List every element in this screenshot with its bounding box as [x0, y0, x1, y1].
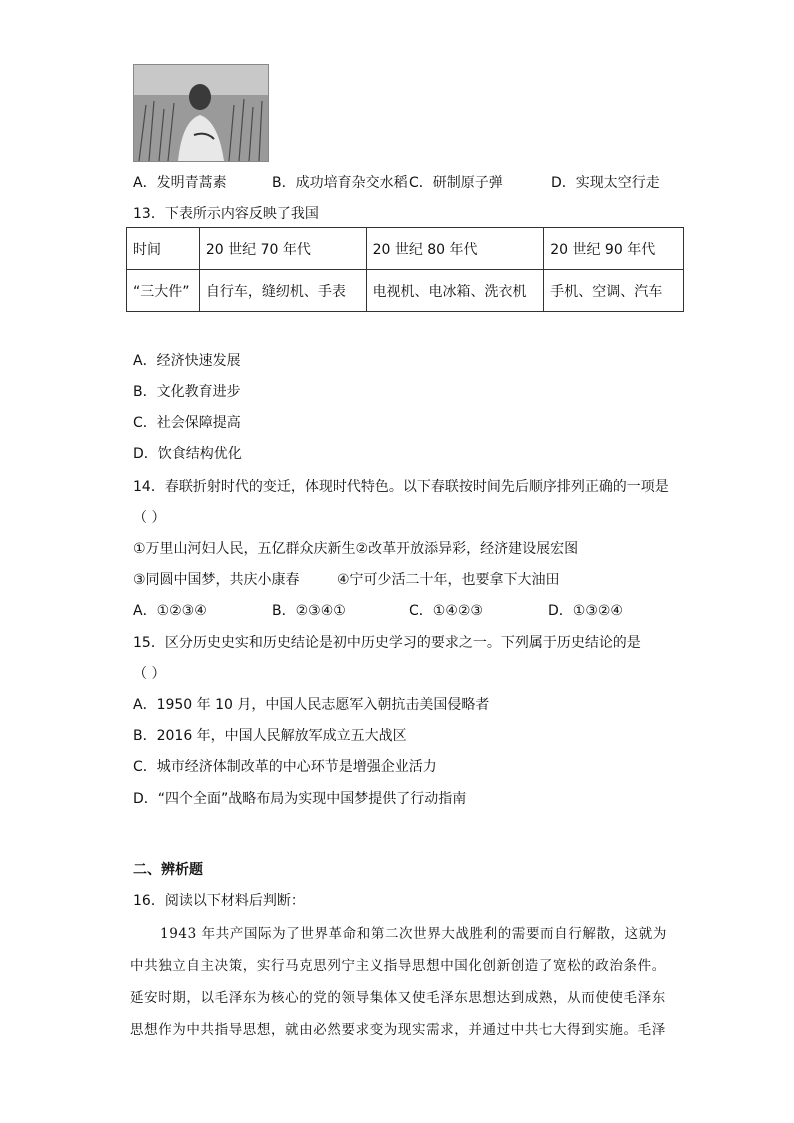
table-row — [127, 228, 684, 270]
table-row — [127, 270, 684, 312]
q14-couplet-line-1: ①万里山河妇人民，五亿群众庆新生②改革开放添异彩，经济建设展宏图 — [133, 541, 579, 557]
q14-couplet-4: ④宁可少活二十年，也要拿下大油田 — [337, 572, 560, 588]
q13-stem: 13．下表所示内容反映了我国 — [133, 206, 319, 222]
q14-answer-paren: （ ） — [133, 510, 166, 526]
q15-option-d: D．“四个全面”战略布局为实现中国梦提供了行动指南 — [133, 791, 467, 807]
q12-option-c: C．研制原子弹 — [409, 175, 503, 191]
q15-option-c: C．城市经济体制改革的中心环节是增强企业活力 — [133, 759, 437, 775]
historical-photo — [133, 64, 269, 162]
photo-illustration — [134, 65, 268, 161]
q13-option-a: A．经济快速发展 — [133, 353, 241, 369]
table-header-cell: 20 世纪 70 年代 — [199, 228, 366, 270]
q15-stem: 15．区分历史史实和历史结论是初中历史学习的要求之一。下列属于历史结论的是 — [133, 635, 641, 651]
q16-passage-line-3: 延安时期，以毛泽东为核心的党的领导集体又使毛泽东思想达到成熟，从而使使毛泽东 — [130, 990, 666, 1006]
table-header-cell: 时间 — [127, 228, 200, 270]
q13-option-c: C．社会保障提高 — [133, 415, 241, 431]
q15-option-b: B．2016 年，中国人民解放军成立五大战区 — [133, 728, 407, 744]
q13-option-b: B．文化教育进步 — [133, 384, 241, 400]
q12-option-a: A．发明青蒿素 — [133, 175, 227, 191]
q14-couplet-3: ③同圆中国梦，共庆小康春 — [133, 572, 300, 588]
q14-option-b: B．②③④① — [272, 603, 346, 619]
table-cell: 自行车，缝纫机、手表 — [199, 270, 366, 312]
q14-option-d: D．①③②④ — [548, 603, 623, 619]
q12-option-b: B．成功培育杂交水稻 — [272, 175, 408, 191]
q15-option-a: A．1950 年 10 月，中国人民志愿军入朝抗击美国侵略者 — [133, 697, 490, 713]
q12-option-d: D．实现太空行走 — [551, 175, 660, 191]
q16-passage-line-2: 中共独立自主决策，实行马克思列宁主义指导思想中国化创新创造了宽松的政治条件。 — [130, 958, 666, 974]
q16-stem: 16．阅读以下材料后判断： — [133, 893, 305, 909]
q14-option-a: A．①②③④ — [133, 603, 207, 619]
q16-passage-line-4: 思想作为中共指导思想，就由必然要求变为现实需求，并通过中共七大得到实施。毛泽 — [130, 1022, 666, 1038]
section-heading: 二、辨析题 — [133, 862, 203, 878]
q14-option-c: C．①④②③ — [409, 603, 483, 619]
table-header-cell: 20 世纪 80 年代 — [366, 228, 544, 270]
q14-stem: 14．春联折射时代的变迁，体现时代特色。以下春联按时间先后顺序排列正确的一项是 — [133, 479, 669, 495]
q16-passage-line-1: 1943 年共产国际为了世界革命和第二次世界大战胜利的需要而自行解散，这就为 — [160, 926, 667, 942]
consumer-goods-table — [126, 227, 684, 312]
table-cell: “三大件” — [127, 270, 200, 312]
table-header-cell: 20 世纪 90 年代 — [544, 228, 684, 270]
q13-option-d: D．饮食结构优化 — [133, 446, 242, 462]
table-cell: 手机、空调、汽车 — [544, 270, 684, 312]
q15-answer-paren: （ ） — [133, 666, 166, 682]
table-cell: 电视机、电冰箱、洗衣机 — [366, 270, 544, 312]
